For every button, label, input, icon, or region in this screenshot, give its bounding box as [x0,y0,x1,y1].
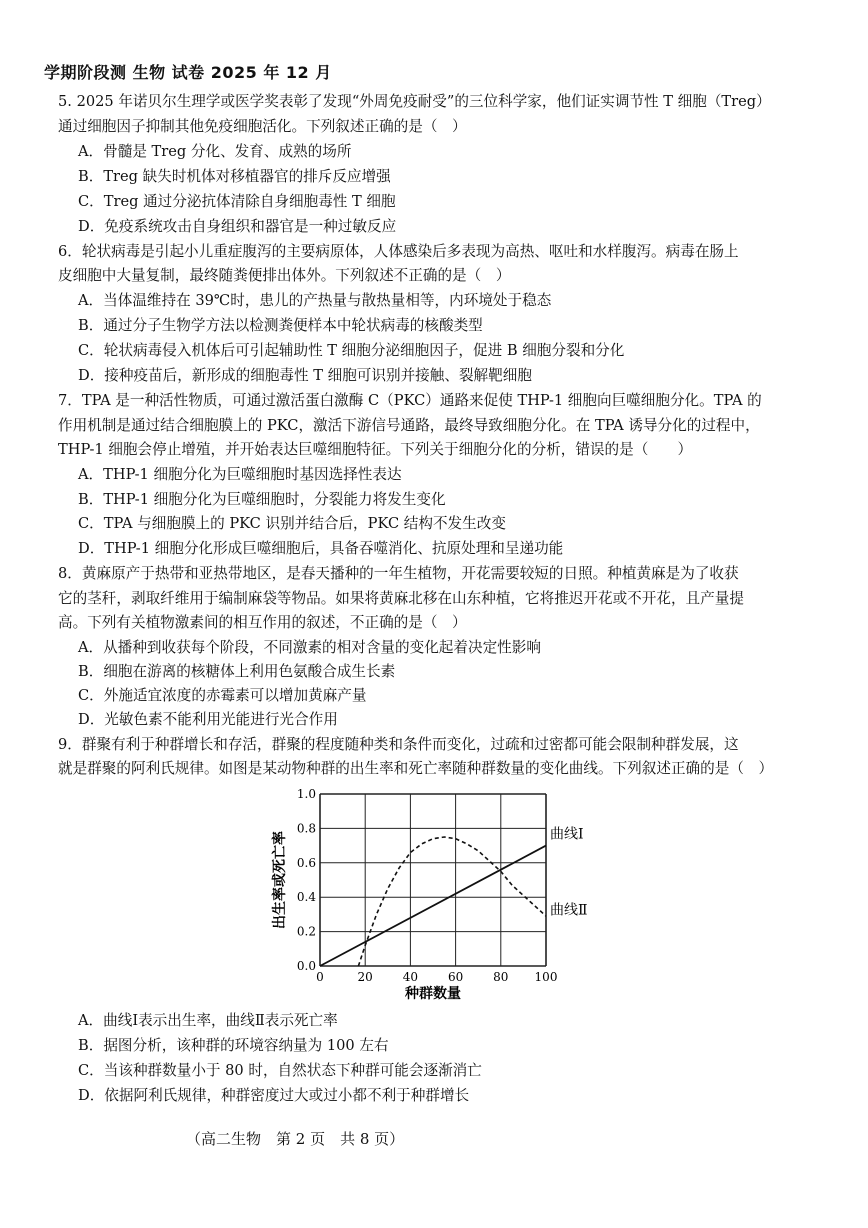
q5-option-c: C．Treg 通过分泌抗体清除自身细胞毒性 T 细胞 [78,193,396,210]
page-header: 学期阶段测 生物 试卷 2025 年 12 月 [44,63,332,82]
q8-option-b: B．细胞在游离的核糖体上利用色氨酸合成生长素 [78,663,396,680]
page-footer: （高二生物 第 2 页 共 8 页） [186,1130,405,1148]
q5-option-a: A．骨髓是 Treg 分化、发育、成熟的场所 [78,143,352,160]
q7-stem-line-1: 7．TPA 是一种活性物质，可通过激活蛋白激酶 C（PKC）通路来促使 THP-1 细胞向巨噬细胞分化。TPA 的 [58,392,762,409]
chart-ticks [297,787,558,984]
q8-stem-line-3: 高。下列有关植物激素间的相互作用的叙述，不正确的是（ ） [58,614,467,631]
q5-option-b: B．Treg 缺失时机体对移植器官的排斥反应增强 [78,168,391,185]
q6-option-c: C．轮状病毒侵入机体后可引起辅助性 T 细胞分泌细胞因子，促进 B 细胞分裂和分化 [78,342,625,359]
q6-stem-line-1: 6．轮状病毒是引起小儿重症腹泻的主要病原体，人体感染后多表现为高热、呕吐和水样腹泻。病毒在肠上 [58,243,739,260]
chart-grid [320,794,546,966]
q8-option-a: A．从播种到收获每个阶段，不同激素的相对含量的变化起着决定性影响 [78,639,541,656]
q8-option-c: C．外施适宜浓度的赤霉素可以增加黄麻产量 [78,687,367,704]
q5-stem-line-1: 5. 2025 年诺贝尔生理学或医学奖表彰了发现“外周免疫耐受”的三位科学家，他们证实调节性 T 细胞（Treg） [58,93,771,110]
y-axis-label: 出生率或死亡率 [272,831,288,929]
x-tick-label: 80 [493,970,509,984]
q7-option-c: C．TPA 与细胞膜上的 PKC 识别并结合后，PKC 结构不发生改变 [78,515,506,532]
y-tick-label: 0.8 [296,821,316,836]
series-curve-2 [358,837,546,966]
q6-option-a: A．当体温维持在 39℃时，患儿的产热量与散热量相等，内环境处于稳态 [78,292,552,309]
y-tick-label: 1.0 [296,787,316,801]
q7-option-b: B．THP-1 细胞分化为巨噬细胞时，分裂能力将发生变化 [78,491,446,508]
q9-option-d: D．依据阿利氏规律，种群密度过大或过小都不利于种群增长 [78,1087,470,1104]
y-tick-label: 0.4 [296,890,316,905]
q8-stem-line-2: 它的茎秆，剥取纤维用于编制麻袋等物品。如果将黄麻北移在山东种植，它将推迟开花或不开花，且产量提 [58,590,744,607]
q9-stem-line-2: 就是群聚的阿利氏规律。如图是某动物种群的出生率和死亡率随种群数量的变化曲线。下列叙述正确的是（ ） [58,760,774,777]
q7-stem-line-3: THP-1 细胞会停止增殖，并开始表达巨噬细胞特征。下列关于细胞分化的分析，错误的是（ ） [58,441,693,458]
q7-option-d: D．THP-1 细胞分化形成巨噬细胞后，具备吞噬消化、抗原处理和呈递功能 [78,540,564,557]
chart-series [320,837,546,966]
x-tick-label: 20 [357,970,373,984]
q6-option-d: D．接种疫苗后，新形成的细胞毒性 T 细胞可识别并接触、裂解靶细胞 [78,367,532,384]
x-tick-label: 0 [316,970,324,984]
q8-option-d: D．光敏色素不能利用光能进行光合作用 [78,711,338,728]
legend-curve-1: 曲线Ⅰ [550,826,584,843]
x-tick-label: 60 [447,970,464,984]
q6-stem-line-2: 皮细胞中大量复制，最终随粪便排出体外。下列叙述不正确的是（ ） [58,267,511,284]
q5-stem-line-2: 通过细胞因子抑制其他免疫细胞活化。下列叙述正确的是（ ） [58,118,467,135]
y-tick-label: 0.0 [296,959,316,973]
q5-option-d: D．免疫系统攻击自身组织和器官是一种过敏反应 [78,218,397,235]
q9-option-b: B．据图分析，该种群的环境容纳量为 100 左右 [78,1037,389,1054]
population-rate-chart [268,784,608,1006]
q8-stem-line-1: 8．黄麻原产于热带和亚热带地区，是春天播种的一年生植物，开花需要较短的日照。种植黄麻是为了收获 [58,565,739,582]
q9-option-a: A．曲线Ⅰ表示出生率，曲线Ⅱ表示死亡率 [78,1012,338,1029]
x-tick-label: 40 [402,970,419,984]
q7-stem-line-2: 作用机制是通过结合细胞膜上的 PKC，激活下游信号通路，最终导致细胞分化。在 TPA 诱导分化的过程中， [58,417,760,434]
series-curve-1 [320,846,546,966]
q7-option-a: A．THP-1 细胞分化为巨噬细胞时基因选择性表达 [78,466,402,483]
x-axis-label: 种群数量 [405,986,461,1002]
q9-stem-line-1: 9．群聚有利于种群增长和存活，群聚的程度随种类和条件而变化，过疏和过密都可能会限制种群发展，这 [58,736,739,753]
legend-curve-2: 曲线Ⅱ [550,902,588,919]
q9-option-c: C．当该种群数量小于 80 时，自然状态下种群可能会逐渐消亡 [78,1062,482,1079]
q6-option-b: B．通过分子生物学方法以检测粪便样本中轮状病毒的核酸类型 [78,317,483,334]
y-tick-label: 0.6 [296,855,316,870]
y-tick-label: 0.2 [296,924,316,939]
x-tick-label: 100 [534,970,558,984]
